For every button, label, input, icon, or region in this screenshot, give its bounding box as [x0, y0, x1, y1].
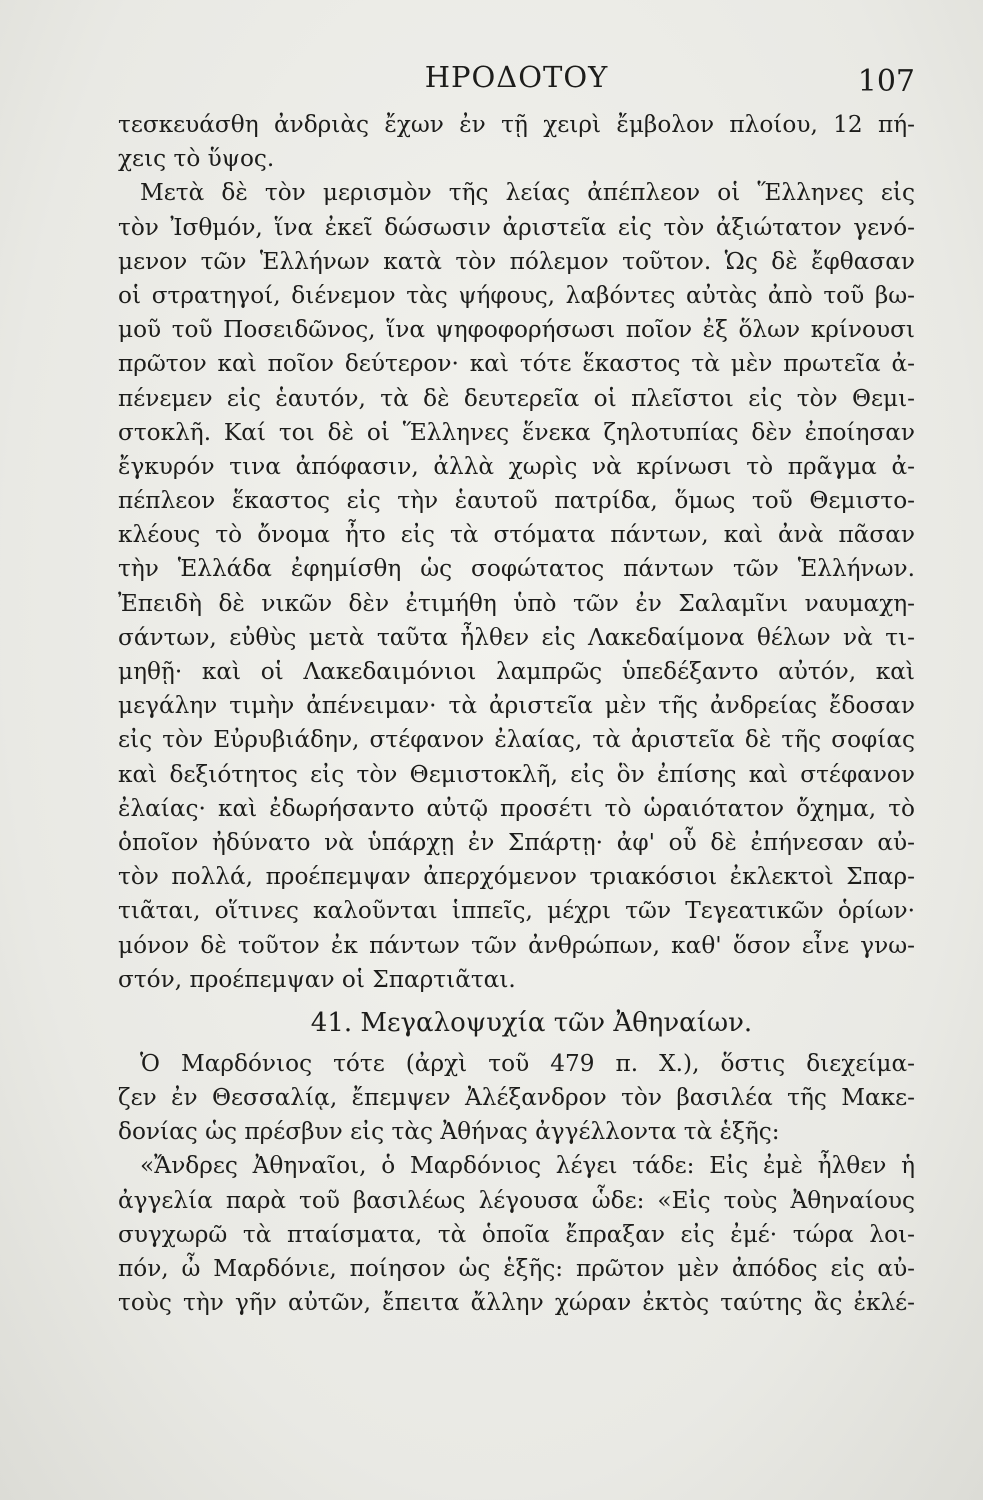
text-line: ἀγγελία παρὰ τοῦ βασιλέως λέγουσα ὧδε: «Εἰς τοὺς Ἀθηναίους [118, 1186, 915, 1214]
text-line: τεσκευάσθη ἀνδριὰς ἔχων ἐν τῇ χειρὶ ἔμβολον πλοίου, 12 πή- [118, 111, 915, 138]
text-line: πρῶτον καὶ ποῖον δεύτερον· καὶ τότε ἕκαστος τὰ μὲν πρωτεῖα ἀ- [118, 350, 915, 378]
text-line: εἰς τὸν Εὐρυβιάδην, στέφανον ἐλαίας, τὰ ἀριστεῖα δὲ τῆς σοφίας [118, 726, 915, 754]
text-line: συγχωρῶ τὰ πταίσματα, τὰ ὁποῖα ἔπραξαν εἰς ἐμέ· τώρα λοι- [118, 1220, 915, 1248]
text-line: ζεν ἐν Θεσσαλίᾳ, ἔπεμψεν Ἀλέξανδρον τὸν βασιλέα τῆς Μακε- [118, 1084, 915, 1112]
text-line: «Ἄνδρες Ἀθηναῖοι, ὁ Μαρδόνιος λέγει τάδε: Εἰς ἐμὲ ἦλθεν ἡ [140, 1152, 915, 1180]
text-line: στοκλῆ. Καί τοι δὲ οἱ Ἕλληνες ἕνεκα ζηλοτυπίας δὲν ἐποίησαν [118, 418, 915, 446]
text-line: μενον τῶν Ἑλλήνων κατὰ τὸν πόλεμον τοῦτον. Ὡς δὲ ἔφθασαν [118, 247, 915, 275]
text-line: πέπλεον ἕκαστος εἰς τὴν ἑαυτοῦ πατρίδα, ὅμως τοῦ Θεμιστο- [118, 487, 915, 515]
text-line: ἔγκυρόν τινα ἀπόφασιν, ἀλλὰ χωρὶς νὰ κρίνωσι τὸ πρᾶγμα ἀ- [118, 452, 915, 480]
text-line: οἱ στρατηγοί, διένεμον τὰς ψήφους, λαβόντες αὐτὰς ἀπὸ τοῦ βω- [118, 281, 915, 309]
text-line: ἐλαίας· καὶ ἐδωρήσαντο αὐτῷ προσέτι τὸ ὡραιότατον ὄχημα, τὸ [118, 794, 915, 822]
text-line: στόν, προέπεμψαν οἱ Σπαρτιᾶται. [118, 965, 516, 993]
body-text [118, 108, 915, 1320]
text-line: μηθῇ· καὶ οἱ Λακεδαιμόνιοι λαμπρῶς ὑπεδέξαντο αὐτόν, καὶ [118, 658, 915, 685]
text-line: μόνον δὲ τοῦτον ἐκ πάντων τῶν ἀνθρώπων, καθ' ὅσον εἶνε γνω- [118, 931, 915, 959]
paragraph-block-2 [118, 1047, 915, 1321]
text-line: καὶ δεξιότητος εἰς τὸν Θεμιστοκλῆ, εἰς ὃν ἐπίσης καὶ στέφανον [118, 760, 915, 788]
text-line: τιᾶται, οἵτινες καλοῦνται ἱππεῖς, μέχρι τῶν Τεγεατικῶν ὁρίων· [118, 897, 915, 925]
text-line: Ἐπειδὴ δὲ νικῶν δὲν ἐτιμήθη ὑπὸ τῶν ἐν Σαλαμῖνι ναυμαχη- [118, 589, 915, 617]
text-line: τὸν πολλά, προέπεμψαν ἀπερχόμενον τριακόσιοι ἐκλεκτοὶ Σπαρ- [118, 863, 915, 891]
text-line: τὴν Ἑλλάδα ἐφημίσθη ὡς σοφώτατος πάντων τῶν Ἑλλήνων. [118, 555, 915, 583]
paragraph-block-1 [118, 108, 915, 997]
text-line: Μετὰ δὲ τὸν μερισμὸν τῆς λείας ἀπέπλεον οἱ Ἕλληνες εἰς [140, 179, 915, 207]
text-line: κλέους τὸ ὄνομα ἦτο εἰς τὰ στόματα πάντων, καὶ ἀνὰ πᾶσαν [118, 521, 915, 549]
text-line: τὸν Ἰσθμόν, ἵνα ἐκεῖ δώσωσιν ἀριστεῖα εἰς τὸν ἀξιώτατον γενό- [118, 213, 915, 241]
running-head: ΗΡΟΔΟΤΟΥ [424, 60, 609, 94]
text-line: δονίας ὡς πρέσβυν εἰς τὰς Ἀθήνας ἀγγέλλοντα τὰ ἑξῆς: [118, 1118, 780, 1146]
section-heading: 41. Μεγαλοψυχία τῶν Ἀθηναίων. [310, 1007, 753, 1038]
text-line: Ὁ Μαρδόνιος τότε (ἀρχὶ τοῦ 479 π. Χ.), ὅστις διεχείμα- [140, 1049, 915, 1077]
text-line: χεις τὸ ὕψος. [118, 145, 275, 173]
text-line: μοῦ τοῦ Ποσειδῶνος, ἵνα ψηφοφορήσωσι ποῖον ἐξ ὅλων κρίνουσι [118, 316, 915, 344]
text-line: σάντων, εὐθὺς μετὰ ταῦτα ἦλθεν εἰς Λακεδαίμονα θέλων νὰ τι- [118, 623, 915, 651]
text-line: ὁποῖον ἠδύνατο νὰ ὑπάρχῃ ἐν Σπάρτῃ· ἀφ' οὗ δὲ ἐπήνεσαν αὐ- [118, 828, 915, 856]
text-line: τοὺς τὴν γῆν αὐτῶν, ἔπειτα ἄλλην χώραν ἐκτὸς ταύτης ἂς ἐκλέ- [118, 1289, 915, 1317]
text-line: πένεμεν εἰς ἑαυτόν, τὰ δὲ δευτερεῖα οἱ πλεῖστοι εἰς τὸν Θεμι- [118, 384, 915, 412]
page-header [118, 58, 915, 108]
page-number: 107 [857, 64, 915, 99]
text-line: πόν, ὦ Μαρδόνιε, ποίησον ὡς ἑξῆς: πρῶτον μὲν ἀπόδος εἰς αὐ- [118, 1255, 915, 1282]
text-line: μεγάλην τιμὴν ἀπένειμαν· τὰ ἀριστεῖα μὲν τῆς ἀνδρείας ἔδοσαν [118, 692, 915, 720]
